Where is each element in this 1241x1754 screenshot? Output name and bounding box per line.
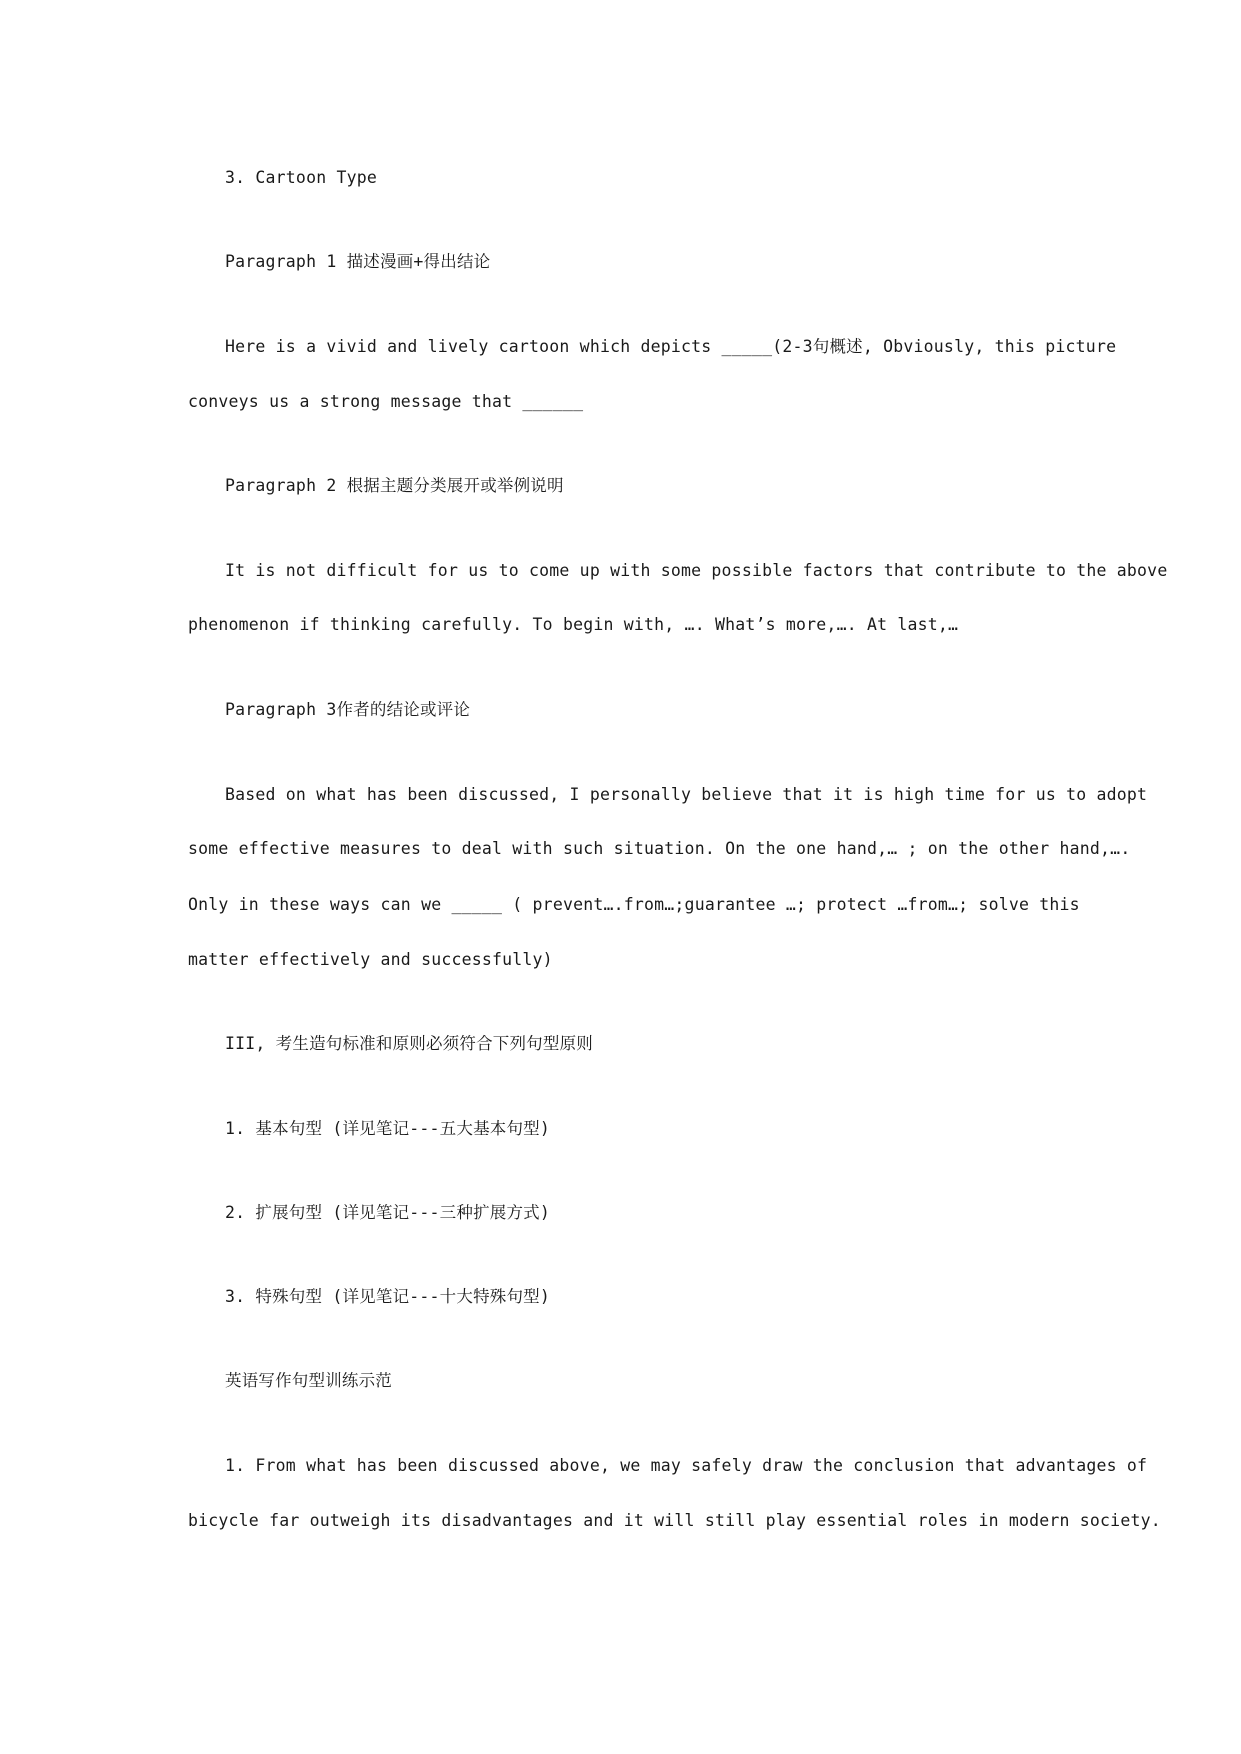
paragraph2-line1: It is not difficult for us to come up with some possible factors that contribute to the above [225,561,1168,580]
paragraph1-heading: Paragraph 1 描述漫画+得出结论 [225,252,491,271]
paragraph2-line2: phenomenon if thinking carefully. To begin with, …. What’s more,…. At last,… [188,615,959,634]
paragraph3-line3: Only in these ways can we _____ ( prevent….from…;guarantee …; protect …from…; solve this [188,895,1080,914]
cartoon-type-heading: 3. Cartoon Type [225,168,378,187]
paragraph3-line2: some effective measures to deal with such situation. On the one hand,… ; on the other hand,…. [188,839,1131,858]
list-item-special-sentence: 3. 特殊句型 (详见笔记---十大特殊句型) [225,1287,551,1306]
list-item-basic-sentence: 1. 基本句型 (详见笔记---五大基本句型) [225,1119,551,1138]
paragraph3-heading: Paragraph 3作者的结论或评论 [225,700,471,719]
paragraph1-line1: Here is a vivid and lively cartoon which depicts _____(2-3句概述, Obviously, this picture [225,337,1117,356]
list-item-extended-sentence: 2. 扩展句型 (详见笔记---三种扩展方式) [225,1203,551,1222]
demo1-line2: bicycle far outweigh its disadvantages and it will still play essential roles in modern society. [188,1511,1161,1530]
demo-heading: 英语写作句型训练示范 [225,1371,392,1390]
paragraph1-line2: conveys us a strong message that ______ [188,392,584,411]
paragraph2-heading: Paragraph 2 根据主题分类展开或举例说明 [225,476,564,495]
section3-heading: III, 考生造句标准和原则必须符合下列句型原则 [225,1034,593,1053]
paragraph3-line1: Based on what has been discussed, I personally believe that it is high time for us to adopt [225,785,1148,804]
paragraph3-line4: matter effectively and successfully) [188,950,553,969]
demo1-line1: 1. From what has been discussed above, we may safely draw the conclusion that advantages of [225,1456,1148,1475]
